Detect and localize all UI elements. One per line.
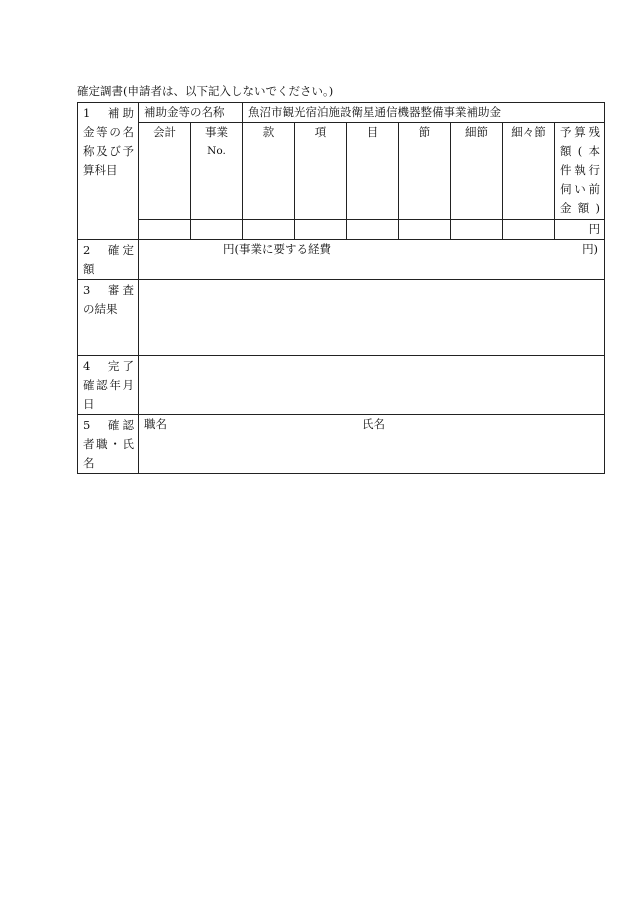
col-kan: 款 bbox=[243, 123, 295, 220]
remaining-yen-cell[interactable]: 円 bbox=[555, 220, 605, 240]
amount-yen-text: 円(事業に要する経費 bbox=[223, 242, 331, 256]
confirmer-label: 5 確認 者職・氏 名 bbox=[78, 415, 139, 474]
input-setsu[interactable] bbox=[399, 220, 451, 240]
confirmer-field[interactable] bbox=[139, 415, 605, 474]
confirmed-amount-label: 2 確定 額 bbox=[78, 240, 139, 280]
input-saisetsu[interactable] bbox=[451, 220, 503, 240]
input-business-no[interactable] bbox=[191, 220, 243, 240]
review-result-label: 3 審査 の結果 bbox=[78, 280, 139, 356]
review-result-field[interactable] bbox=[139, 280, 605, 356]
col-remaining-budget: 予算残 額(本 件執行 伺い前 金額) bbox=[555, 123, 605, 220]
col-business-no: 事業 No. bbox=[191, 123, 243, 220]
subsidy-name-value: 魚沼市観光宿泊施設衛星通信機器整備事業補助金 bbox=[243, 103, 605, 123]
input-kan[interactable] bbox=[243, 220, 295, 240]
confirmed-amount-field[interactable] bbox=[139, 240, 605, 280]
input-kaikei[interactable] bbox=[139, 220, 191, 240]
subsidy-name-label: 補助金等の名称 bbox=[139, 103, 243, 123]
form-caption: 確定調書(申請者は、以下記入しないでください。) bbox=[77, 84, 334, 98]
col-kaikei: 会計 bbox=[139, 123, 191, 220]
col-setsu: 節 bbox=[399, 123, 451, 220]
completion-date-label: 4 完了 確認年月 日 bbox=[78, 356, 139, 415]
budget-section-label: 1 補助 金等の名 称及び予 算科目 bbox=[78, 103, 139, 240]
input-moku[interactable] bbox=[347, 220, 399, 240]
position-label: 職名 bbox=[144, 417, 167, 431]
confirmation-form-table bbox=[77, 102, 605, 474]
col-saisetsu: 細節 bbox=[451, 123, 503, 220]
col-saisaisetsu: 細々節 bbox=[503, 123, 555, 220]
col-kou: 項 bbox=[295, 123, 347, 220]
completion-date-field[interactable] bbox=[139, 356, 605, 415]
person-name-label: 氏名 bbox=[362, 417, 385, 431]
amount-yen-end: 円) bbox=[582, 242, 599, 256]
input-saisaisetsu[interactable] bbox=[503, 220, 555, 240]
input-kou[interactable] bbox=[295, 220, 347, 240]
col-moku: 目 bbox=[347, 123, 399, 220]
